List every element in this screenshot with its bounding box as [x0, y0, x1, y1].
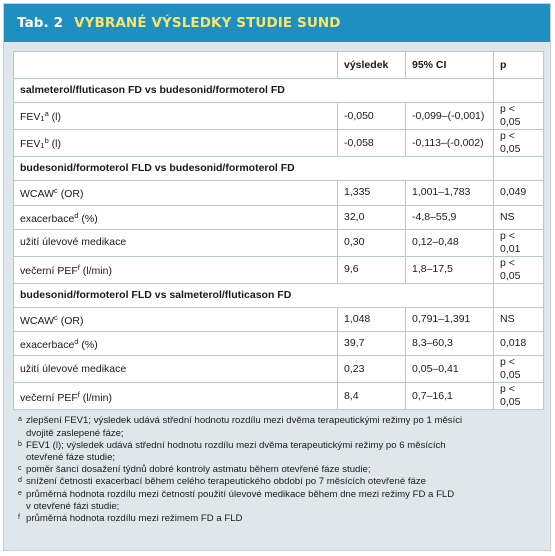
group-spacer: [494, 283, 544, 307]
row-label-note-mark: b: [44, 136, 49, 146]
table-row: [14, 383, 544, 410]
footnote: [18, 513, 538, 525]
row-label-base: exacerbace: [20, 339, 75, 352]
footnote: [18, 415, 538, 439]
cell-ci: 1,001–1,783: [406, 181, 494, 205]
cell-vysledek: 0,23: [338, 356, 406, 383]
cell-p: p < 0,05: [494, 256, 544, 283]
cell-ci: -0,099–(-0,001): [406, 103, 494, 130]
header-p: p: [494, 52, 544, 79]
group-header-row: [14, 79, 544, 103]
row-label-base: exacerbace: [20, 212, 75, 225]
table-row: [14, 332, 544, 356]
table-row: [14, 181, 544, 205]
header-row: [14, 52, 544, 79]
group-header-row: [14, 157, 544, 181]
row-label-base: užití úlevové medikace: [20, 362, 127, 375]
footnote-text: [26, 489, 538, 513]
row-label: [14, 332, 338, 356]
cell-p: NS: [494, 205, 544, 229]
table-panel: [3, 3, 551, 551]
group-spacer: [406, 283, 494, 307]
row-label: [14, 356, 338, 383]
table-body: [14, 79, 544, 410]
row-label-unit: (%): [78, 339, 98, 352]
cell-vysledek: 32,0: [338, 205, 406, 229]
row-label: [14, 307, 338, 331]
table-row: [14, 356, 544, 383]
cell-ci: -0,113–(-0,002): [406, 130, 494, 157]
row-label-base: večerní PEF: [20, 391, 78, 404]
footnote-mark: e: [18, 489, 22, 497]
row-label: [14, 256, 338, 283]
row-label: [14, 103, 338, 130]
row-label-base: WCAW: [20, 188, 55, 201]
row-label: [14, 229, 338, 256]
row-label-unit: (l): [48, 111, 62, 124]
footnote-text: [26, 513, 538, 525]
cell-vysledek: 39,7: [338, 332, 406, 356]
row-label-note-mark: a: [44, 109, 49, 119]
footnotes: [4, 410, 550, 525]
row-label-base: večerní PEF: [20, 265, 78, 278]
footnote-mark: a: [18, 416, 22, 424]
row-label-unit: (l): [48, 138, 62, 151]
row-label-note-mark: f: [77, 389, 80, 399]
cell-ci: 0,7–16,1: [406, 383, 494, 410]
cell-p: 0,049: [494, 181, 544, 205]
row-label-base: FEV: [20, 138, 41, 151]
header-ci: 95% CI: [406, 52, 494, 79]
cell-vysledek: 1,335: [338, 181, 406, 205]
footnote-mark: b: [18, 440, 22, 448]
footnote-line: dvojitě zaslepené fáze;: [26, 427, 124, 439]
footnote-line: otevřené fáze studie;: [26, 451, 116, 463]
cell-ci: -4,8–55,9: [406, 205, 494, 229]
cell-ci: 0,05–0,41: [406, 356, 494, 383]
footnote-mark: c: [18, 465, 22, 473]
cell-p: p < 0,05: [494, 356, 544, 383]
footnote-line: snížení četnosti exacerbací během celého terapeutického období po 7 měsících otevřené fáze: [26, 476, 426, 488]
group-spacer: [406, 79, 494, 103]
footnote-line: v otevřené fázi studie;: [26, 500, 120, 512]
footnote-line: FEV1 (l); výsledek udává střední hodnotu rozdílu mezi dvěma terapeutickými režimy po 6 měsících: [26, 439, 446, 451]
table-title-bar: [4, 4, 550, 42]
cell-ci: 1,8–17,5: [406, 256, 494, 283]
cell-p: p < 0,05: [494, 383, 544, 410]
cell-ci: 8,3–60,3: [406, 332, 494, 356]
cell-p: p < 0,05: [494, 103, 544, 130]
footnote: [18, 464, 538, 476]
cell-vysledek: 9,6: [338, 256, 406, 283]
footnote: [18, 489, 538, 513]
cell-ci: 0,12–0,48: [406, 229, 494, 256]
footnote-mark: d: [18, 477, 22, 485]
cell-vysledek: -0,050: [338, 103, 406, 130]
cell-p: p < 0,05: [494, 130, 544, 157]
footnote-text: [26, 476, 538, 488]
header-label: [14, 52, 338, 79]
group-spacer: [406, 157, 494, 181]
cell-p: p < 0,01: [494, 229, 544, 256]
cell-vysledek: 0,30: [338, 229, 406, 256]
footnote-line: průměrná hodnota rozdílu mezi režimem FD a FLD: [26, 512, 243, 524]
group-header-row: [14, 283, 544, 307]
cell-vysledek: 1,048: [338, 307, 406, 331]
footnote-text: [26, 415, 538, 439]
row-label: [14, 130, 338, 157]
row-label-base: užití úlevové medikace: [20, 236, 127, 249]
row-label-unit: (%): [78, 212, 98, 225]
row-label-unit: (OR): [57, 188, 84, 201]
group-spacer: [494, 79, 544, 103]
table-row: [14, 103, 544, 130]
footnote-line: poměr šancí dosažení týdnů dobré kontroly astmatu během otevřené fáze studie;: [26, 464, 371, 476]
row-label: [14, 181, 338, 205]
row-label-note-mark: f: [77, 263, 80, 273]
results-table: [13, 51, 544, 410]
table-row: [14, 307, 544, 331]
results-table-wrapper: [4, 42, 550, 410]
footnote: [18, 476, 538, 488]
table-number: Tab. 2: [17, 15, 64, 31]
row-label-unit: (l/min): [79, 265, 112, 278]
cell-vysledek: -0,058: [338, 130, 406, 157]
footnote-text: [26, 440, 538, 464]
cell-ci: 0,791–1,391: [406, 307, 494, 331]
table-row: [14, 229, 544, 256]
group-title: budesonid/formoterol FLD vs budesonid/formoterol FD: [14, 157, 406, 181]
footnote: [18, 440, 538, 464]
row-label-note-mark: d: [74, 210, 79, 220]
group-spacer: [494, 157, 544, 181]
header-vysledek: výsledek: [338, 52, 406, 79]
cell-p: 0,018: [494, 332, 544, 356]
row-label: [14, 383, 338, 410]
cell-vysledek: 8,4: [338, 383, 406, 410]
group-title: budesonid/formoterol FLD vs salmeterol/fluticason FD: [14, 283, 406, 307]
row-label: [14, 205, 338, 229]
cell-p: NS: [494, 307, 544, 331]
table-title: VYBRANÉ VÝSLEDKY STUDIE SUND: [74, 15, 341, 31]
row-label-note-mark: d: [74, 337, 79, 347]
footnote-line: průměrná hodnota rozdílu mezi četností použití úlevové medikace během dne mezi režimy FD a FLD: [26, 488, 455, 500]
row-label-unit: (l/min): [79, 391, 112, 404]
row-label-base: FEV: [20, 111, 41, 124]
footnote-text: [26, 464, 538, 476]
row-label-sub: 1: [40, 114, 45, 124]
group-title: salmeterol/fluticason FD vs budesonid/formoterol FD: [14, 79, 406, 103]
row-label-base: WCAW: [20, 315, 55, 328]
row-label-note-mark: c: [54, 186, 58, 196]
table-row: [14, 130, 544, 157]
footnote-mark: f: [18, 513, 20, 521]
table-row: [14, 205, 544, 229]
table-row: [14, 256, 544, 283]
row-label-note-mark: c: [54, 313, 58, 323]
row-label-unit: (OR): [57, 315, 84, 328]
row-label-sub: 1: [40, 141, 45, 151]
footnote-line: zlepšení FEV1; výsledek udává střední hodnotu rozdílu mezi dvěma terapeutickými režimy po 1 měsíci: [26, 415, 463, 427]
